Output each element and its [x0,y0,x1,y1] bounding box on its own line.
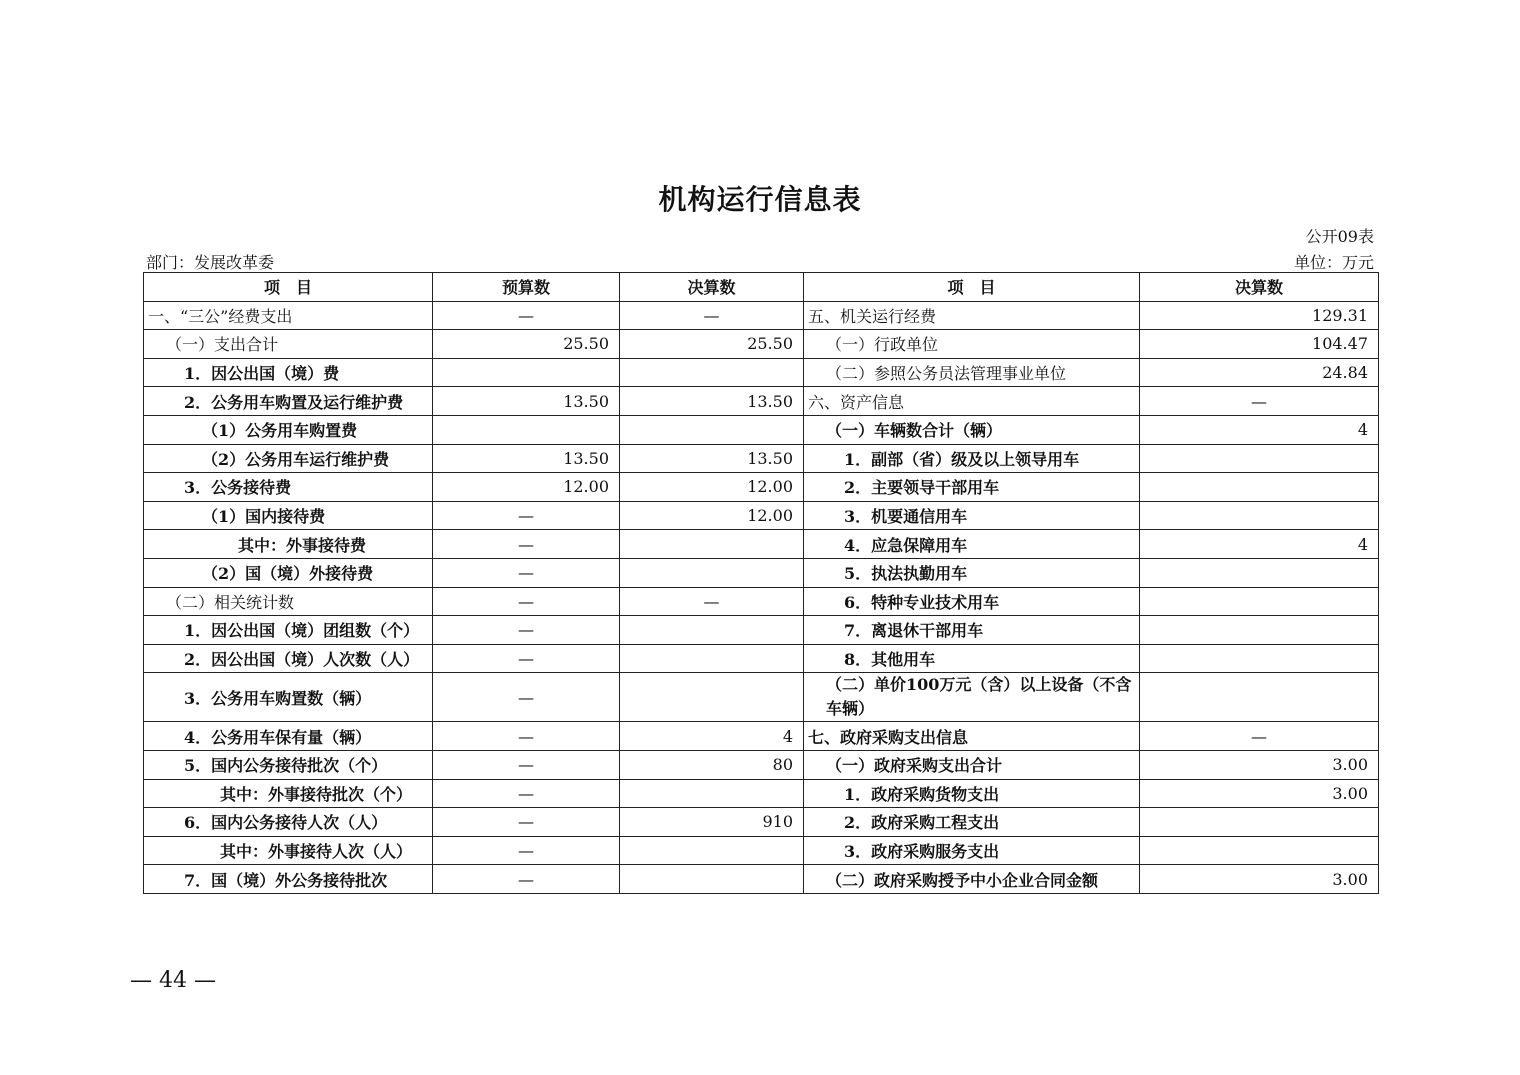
final-left-cell: 4 [620,722,804,751]
budget-cell: — [433,301,620,330]
table-row [144,387,1379,416]
right-item-cell: （一）行政单位 [804,330,1140,359]
right-item-cell: 7．离退休干部用车 [804,616,1140,645]
budget-cell: 12.00 [433,473,620,502]
header-final-left: 决算数 [620,273,804,302]
final-right-cell: 3.00 [1140,779,1379,808]
final-left-cell: — [620,587,804,616]
final-right-cell: 3.00 [1140,865,1379,894]
final-right-cell [1140,444,1379,473]
table-row [144,330,1379,359]
table-row [144,444,1379,473]
table-row [144,750,1379,779]
header-item-right: 项 目 [804,273,1140,302]
final-left-cell [620,865,804,894]
right-item-cell: 2．主要领导干部用车 [804,473,1140,502]
final-right-cell [1140,644,1379,673]
right-item-cell: 六、资产信息 [804,387,1140,416]
budget-cell: 13.50 [433,387,620,416]
page-title: 机构运行信息表 [658,183,862,216]
budget-cell [433,415,620,444]
final-left-cell: 910 [620,808,804,837]
left-item-cell: 其中：外事接待人次（人） [144,836,433,865]
table-row [144,673,1379,722]
budget-cell: — [433,750,620,779]
table-row [144,587,1379,616]
left-item-cell: 2．因公出国（境）人次数（人） [144,644,433,673]
table-row [144,415,1379,444]
budget-cell [433,358,620,387]
budget-cell: — [433,644,620,673]
final-left-cell [620,558,804,587]
final-right-cell: 4 [1140,415,1379,444]
final-left-cell [620,358,804,387]
left-item-cell: （2）国（境）外接待费 [144,558,433,587]
right-item-cell: 4．应急保障用车 [804,530,1140,559]
left-item-cell: （一）支出合计 [144,330,433,359]
final-right-cell: 104.47 [1140,330,1379,359]
table-row [144,836,1379,865]
right-item-cell: （一）车辆数合计（辆） [804,415,1140,444]
table-row [144,644,1379,673]
right-item-cell: （二）单价100万元（含）以上设备（不含车辆） [804,673,1140,722]
final-right-cell [1140,473,1379,502]
final-left-cell: 13.50 [620,387,804,416]
budget-cell: — [433,779,620,808]
budget-cell: — [433,722,620,751]
budget-cell: — [433,808,620,837]
final-right-cell: 129.31 [1140,301,1379,330]
table-header-row [144,273,1379,302]
final-left-cell [620,616,804,645]
table-row [144,722,1379,751]
left-item-cell: （1）公务用车购置费 [144,415,433,444]
final-right-cell [1140,558,1379,587]
final-left-cell: 12.00 [620,473,804,502]
budget-cell: — [433,836,620,865]
final-left-cell [620,644,804,673]
final-left-cell: 13.50 [620,444,804,473]
left-item-cell: 其中：外事接待批次（个） [144,779,433,808]
table-row [144,808,1379,837]
final-right-cell: 4 [1140,530,1379,559]
left-item-cell: 其中：外事接待费 [144,530,433,559]
budget-cell: — [433,616,620,645]
final-left-cell [620,415,804,444]
final-left-cell: 25.50 [620,330,804,359]
table-row [144,358,1379,387]
left-item-cell: 3．公务接待费 [144,473,433,502]
budget-cell: — [433,587,620,616]
right-item-cell: 8．其他用车 [804,644,1140,673]
budget-cell: — [433,558,620,587]
right-item-cell: （一）政府采购支出合计 [804,750,1140,779]
final-left-cell [620,530,804,559]
final-right-cell [1140,836,1379,865]
budget-cell: 13.50 [433,444,620,473]
right-item-cell: 2．政府采购工程支出 [804,808,1140,837]
final-right-cell [1140,673,1379,722]
left-item-cell: 3．公务用车购置数（辆） [144,673,433,722]
table-row [144,865,1379,894]
final-left-cell: 80 [620,750,804,779]
right-item-cell: 1．政府采购货物支出 [804,779,1140,808]
right-item-cell: 3．机要通信用车 [804,501,1140,530]
final-right-cell [1140,501,1379,530]
unit-label: 单位：万元 [1293,253,1374,272]
table-row [144,558,1379,587]
table-row [144,501,1379,530]
page-number: — 44 — [130,968,216,993]
table-row [144,616,1379,645]
left-item-cell: （1）国内接待费 [144,501,433,530]
budget-cell: — [433,501,620,530]
final-left-cell [620,836,804,865]
right-item-cell: （二）参照公务员法管理事业单位 [804,358,1140,387]
right-item-cell: 6．特种专业技术用车 [804,587,1140,616]
final-right-cell: 24.84 [1140,358,1379,387]
left-item-cell: 一、“三公”经费支出 [144,301,433,330]
final-right-cell [1140,616,1379,645]
left-item-cell: 4．公务用车保有量（辆） [144,722,433,751]
header-budget: 预算数 [433,273,620,302]
info-table [143,272,1379,894]
table-row [144,301,1379,330]
right-item-cell: 1．副部（省）级及以上领导用车 [804,444,1140,473]
final-right-cell: — [1140,722,1379,751]
budget-cell: — [433,865,620,894]
table-row [144,530,1379,559]
right-item-cell: 5．执法执勤用车 [804,558,1140,587]
table-body [144,301,1379,893]
right-item-cell: 七、政府采购支出信息 [804,722,1140,751]
left-item-cell: 1．因公出国（境）团组数（个） [144,616,433,645]
department-label: 部门：发展改革委 [146,253,275,272]
budget-cell: — [433,673,620,722]
left-item-cell: 1．因公出国（境）费 [144,358,433,387]
left-item-cell: （2）公务用车运行维护费 [144,444,433,473]
final-left-cell [620,779,804,808]
final-right-cell: — [1140,387,1379,416]
header-final-right: 决算数 [1140,273,1379,302]
left-item-cell: 7．国（境）外公务接待批次 [144,865,433,894]
left-item-cell: 5．国内公务接待批次（个） [144,750,433,779]
final-left-cell [620,673,804,722]
header-item-left: 项 目 [144,273,433,302]
left-item-cell: （二）相关统计数 [144,587,433,616]
right-item-cell: 3．政府采购服务支出 [804,836,1140,865]
budget-cell: 25.50 [433,330,620,359]
final-left-cell: 12.00 [620,501,804,530]
right-item-cell: 五、机关运行经费 [804,301,1140,330]
table-row [144,473,1379,502]
budget-cell: — [433,530,620,559]
final-left-cell: — [620,301,804,330]
final-right-cell [1140,587,1379,616]
table-row [144,779,1379,808]
final-right-cell: 3.00 [1140,750,1379,779]
form-number: 公开09表 [1305,227,1374,246]
final-right-cell [1140,808,1379,837]
left-item-cell: 2．公务用车购置及运行维护费 [144,387,433,416]
left-item-cell: 6．国内公务接待人次（人） [144,808,433,837]
right-item-cell: （二）政府采购授予中小企业合同金额 [804,865,1140,894]
